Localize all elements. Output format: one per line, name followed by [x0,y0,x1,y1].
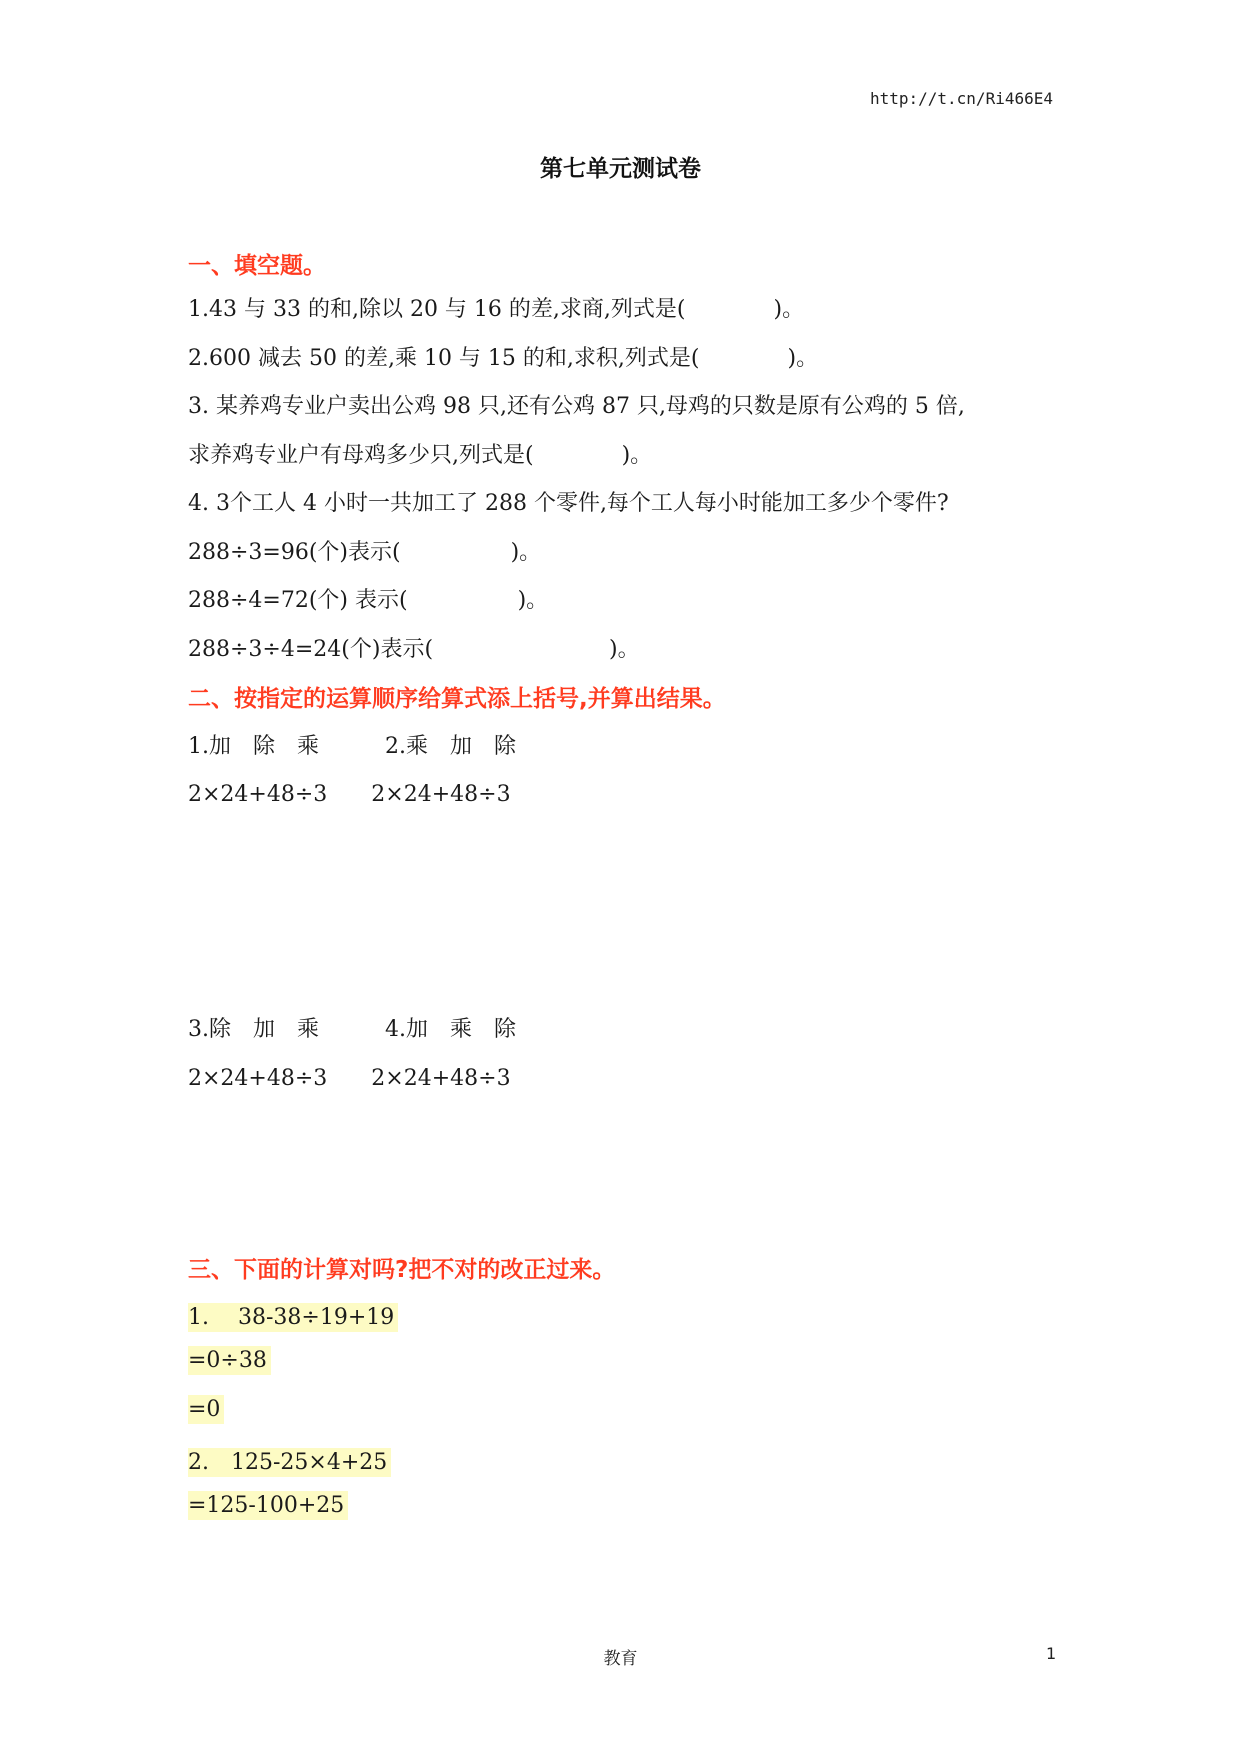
question-1: 1.43 与 33 的和,除以 20 与 16 的差,求商,列式是( )。 [188,297,805,322]
calc-2-expression: 2. 125-25×4+25 [188,1448,391,1477]
section-heading-parentheses: 二、按指定的运算顺序给算式添上括号,并算出结果。 [188,686,726,712]
calc-2-step-1: =125-100+25 [188,1491,348,1520]
page-number: 1 [1046,1644,1057,1663]
order-labels-row-1: 1.加 除 乘 2.乘 加 除 [188,734,516,759]
calc-1-line-2 [188,1348,271,1373]
expressions-row-2: 2×24+48÷3 2×24+48÷3 [188,1066,511,1091]
calc-1-step-1: =0÷38 [188,1346,271,1375]
calc-2-line-2 [188,1493,348,1518]
question-4-part-b: 288÷4=72(个) 表示( )。 [188,588,549,613]
expressions-row-1: 2×24+48÷3 2×24+48÷3 [188,782,511,807]
page-title: 第七单元测试卷 [540,156,701,182]
question-3-line-2: 求养鸡专业户有母鸡多少只,列式是( )。 [188,443,653,468]
question-4-line-1: 4. 3个工人 4 小时一共加工了 288 个零件,每个工人每小时能加工多少个零件? [188,491,949,516]
header-url: http://t.cn/Ri466E4 [869,89,1053,108]
calc-1-result: =0 [188,1395,224,1424]
order-labels-row-2: 3.除 加 乘 4.加 乘 除 [188,1017,516,1042]
question-4-part-c: 288÷3÷4=24(个)表示( )。 [188,637,640,662]
section-heading-correction: 三、下面的计算对吗?把不对的改正过来。 [188,1257,616,1283]
question-4-part-a: 288÷3=96(个)表示( )。 [188,540,542,565]
calc-1-expression: 1. 38-38÷19+19 [188,1303,398,1332]
question-2: 2.600 减去 50 的差,乘 10 与 15 的和,求积,列式是( )。 [188,346,819,371]
calc-1-line-3 [188,1397,224,1422]
calc-2-line-1 [188,1445,391,1476]
question-3-line-1: 3. 某养鸡专业户卖出公鸡 98 只,还有公鸡 87 只,母鸡的只数是原有公鸡的 5 倍, [188,394,965,419]
footer-label: 教育 [603,1649,638,1669]
calc-1-line-1 [188,1300,398,1331]
section-heading-fill-blank: 一、填空题。 [188,253,326,279]
